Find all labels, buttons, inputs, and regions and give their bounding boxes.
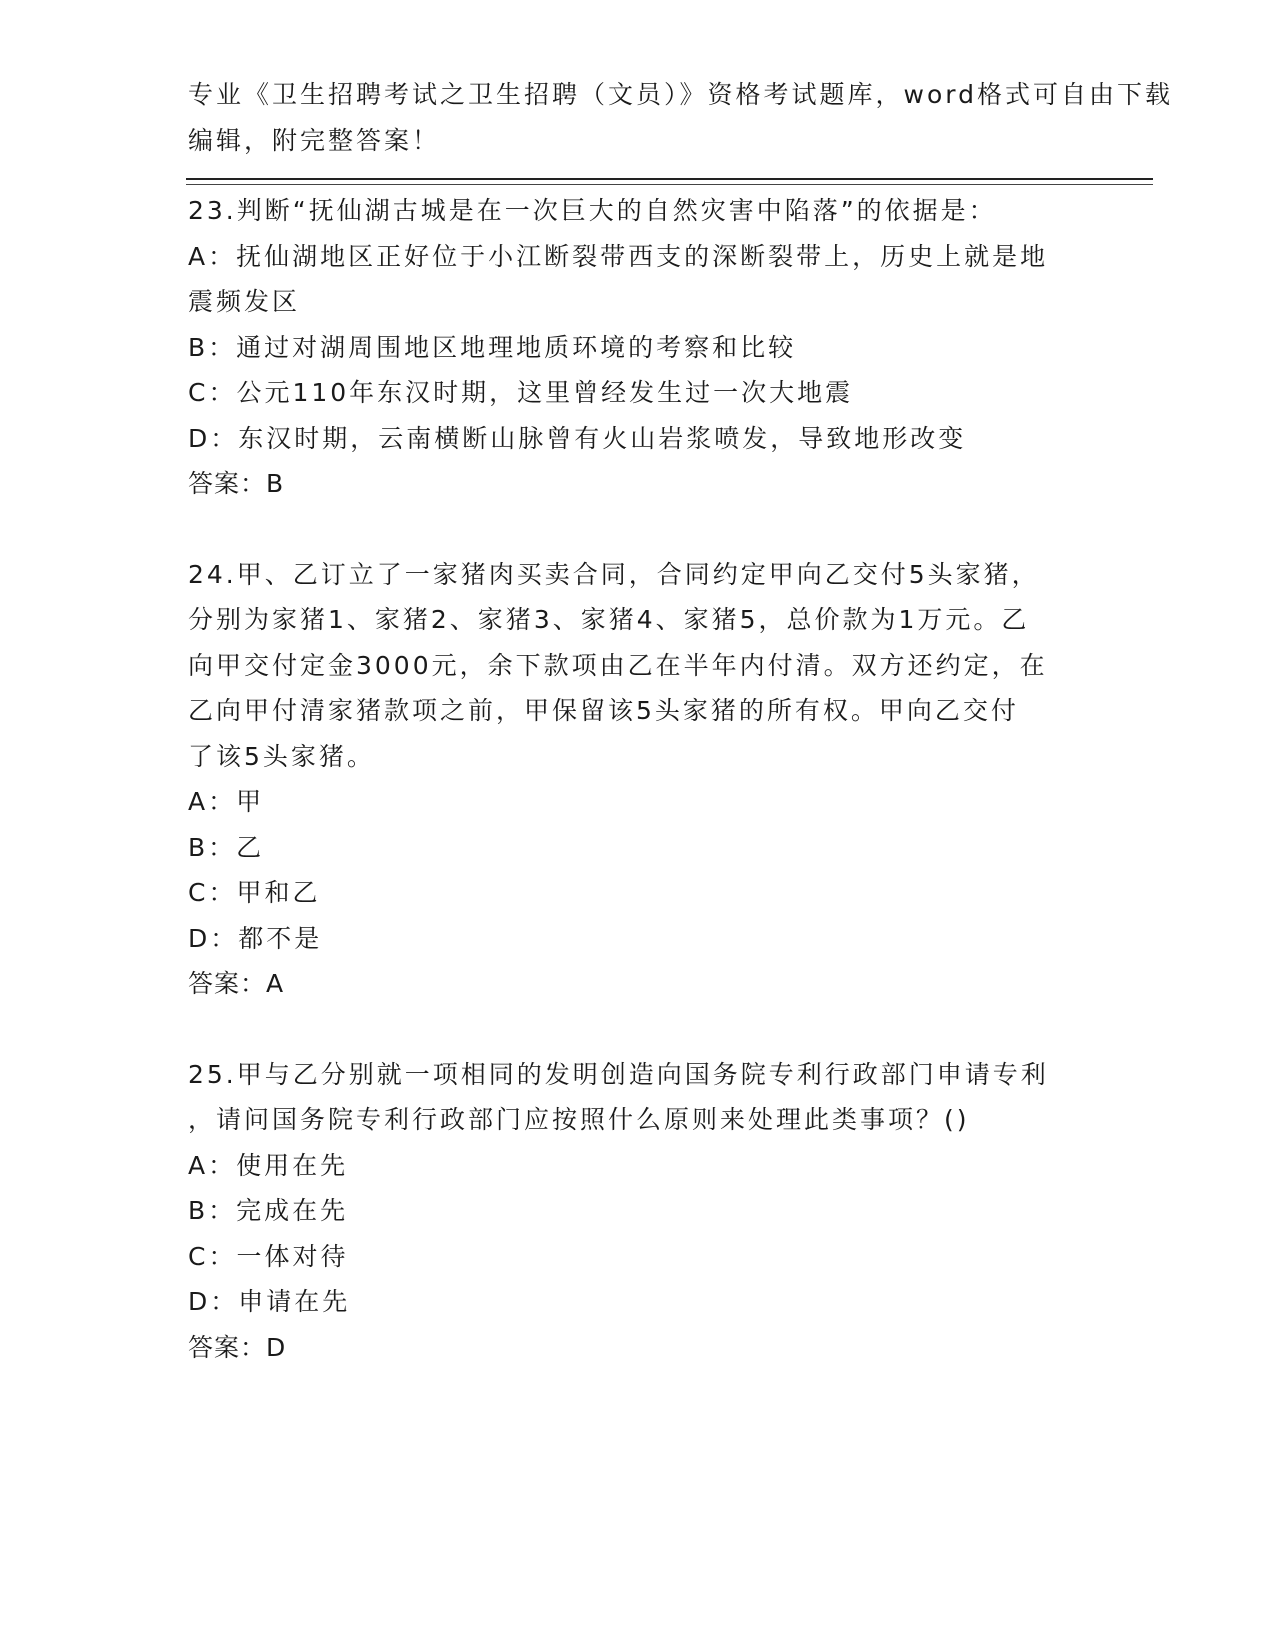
question-stem: 了该5头家猪。 (188, 741, 375, 771)
question-23 (188, 188, 1088, 507)
answer-label: 答案：B (188, 469, 285, 498)
header-divider-thick (186, 178, 1153, 180)
question-list (188, 188, 1088, 1370)
question-stem: 乙向甲付清家猪款项之前，甲保留该5头家猪的所有权。甲向乙交付 (188, 696, 1019, 725)
question-stem: 23.判断“抚仙湖古城是在一次巨大的自然灾害中陷落”的依据是： (188, 196, 997, 225)
option-d: D：都不是 (188, 923, 323, 953)
header-line-1: 专业《卫生招聘考试之卫生招聘（文员）》资格考试题库，word格式可自由下载 (188, 80, 1173, 109)
header-line-2: 编辑，附完整答案！ (188, 125, 441, 155)
question-stem: 向甲交付定金3000元，余下款项由乙在半年内付清。双方还约定，在 (188, 650, 1048, 680)
option-a: A：甲 (188, 787, 265, 816)
option-c: C：甲和乙 (188, 878, 321, 907)
option-c: C：一体对待 (188, 1241, 349, 1271)
option-text-continued: 震频发区 (188, 287, 301, 316)
question-stem: 24.甲、乙订立了一家猪肉买卖合同，合同约定甲向乙交付5头家猪， (188, 559, 1040, 589)
option-text: A：抚仙湖地区正好位于小江断裂带西支的深断裂带上，历史上就是地 (188, 241, 1049, 271)
option-c: C：公元110年东汉时期，这里曾经发生过一次大地震 (188, 378, 854, 407)
option-b: B：乙 (188, 832, 265, 862)
option-a: A：使用在先 (188, 1150, 349, 1180)
option-d: D：申请在先 (188, 1287, 351, 1316)
header-divider-thin (186, 184, 1153, 185)
question-25 (188, 1052, 1088, 1371)
answer-label: 答案：D (188, 1332, 287, 1362)
question-stem: 分别为家猪1、家猪2、家猪3、家猪4、家猪5，总价款为1万元。乙 (188, 605, 1030, 634)
question-24 (188, 552, 1088, 1007)
option-b: B：完成在先 (188, 1196, 349, 1225)
question-stem: 25.甲与乙分别就一项相同的发明创造向国务院专利行政部门申请专利 (188, 1059, 1049, 1089)
document-header (188, 72, 1173, 163)
option-a (188, 234, 1088, 325)
option-d: D：东汉时期，云南横断山脉曾有火山岩浆喷发，导致地形改变 (188, 423, 967, 453)
answer-label: 答案：A (188, 969, 285, 998)
option-b: B：通过对湖周围地区地理地质环境的考察和比较 (188, 332, 797, 362)
question-stem: ，请问国务院专利行政部门应按照什么原则来处理此类事项？() (188, 1105, 970, 1134)
